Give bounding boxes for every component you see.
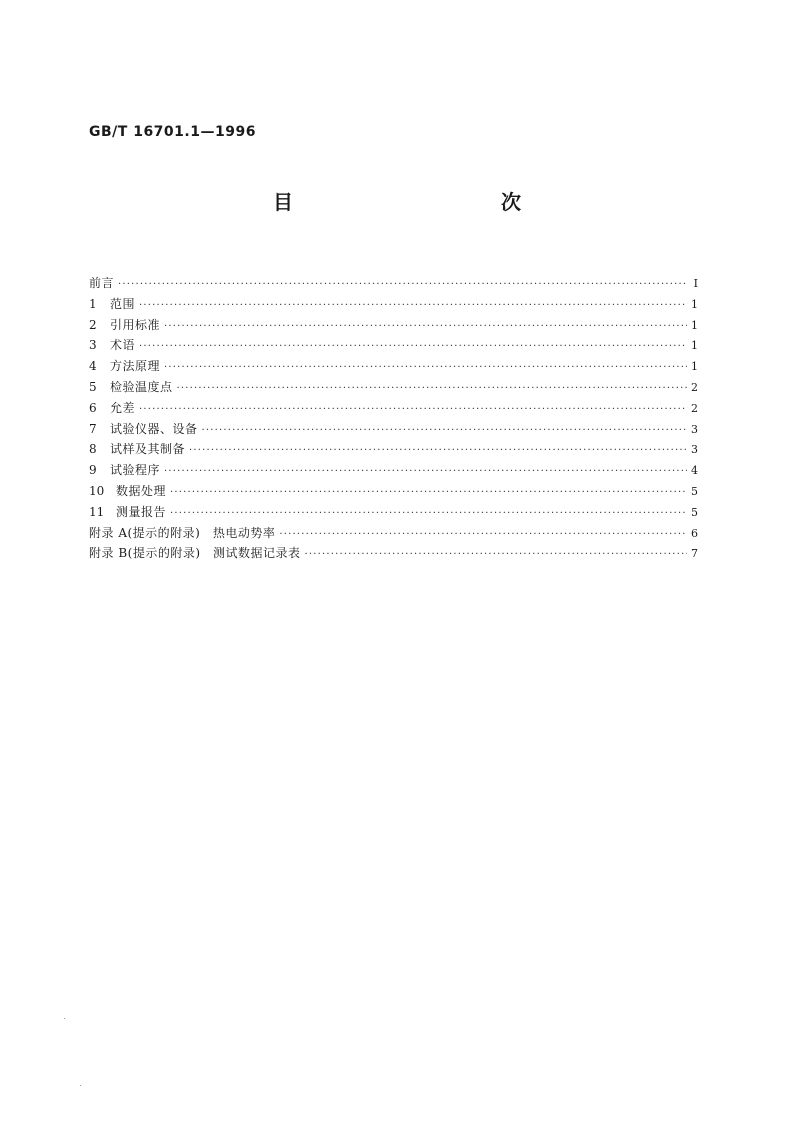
toc-entry-3[interactable] xyxy=(89,335,698,356)
page-title: 目 次 xyxy=(273,190,577,214)
toc-entry-label: 允差 xyxy=(110,400,136,415)
toc-entry-label: 试样及其制备 xyxy=(110,442,186,457)
toc-entry-1[interactable] xyxy=(89,294,698,315)
toc-entry-label: 测量报告 xyxy=(116,504,167,519)
toc-leader-dots xyxy=(202,421,687,442)
toc-entry-label: 引用标准 xyxy=(110,317,161,332)
toc-entry-number: 7 xyxy=(89,421,97,436)
toc-leader-dots xyxy=(279,525,687,546)
toc-leader-dots xyxy=(170,483,687,504)
toc-entry-9[interactable] xyxy=(89,460,698,481)
toc-entry-label: 范围 xyxy=(110,296,136,311)
toc-leader-dots xyxy=(177,379,687,400)
toc-page-number: 5 xyxy=(691,505,698,519)
toc-leader-dots xyxy=(170,504,687,525)
standard-code: GB/T 16701.1—1996 xyxy=(89,124,256,140)
toc-entry-label: 附录 A(提示的附录) 热电动势率 xyxy=(89,525,276,540)
toc-leader-dots xyxy=(139,337,687,358)
toc-entry-5[interactable] xyxy=(89,377,698,398)
toc-page-number: 4 xyxy=(691,464,698,478)
toc-entry-label: 数据处理 xyxy=(116,483,167,498)
toc-entry-label: 检验温度点 xyxy=(110,379,173,394)
toc-page-number: 1 xyxy=(691,318,698,332)
toc-entry-2[interactable] xyxy=(89,315,698,336)
toc-entry-appendix-a[interactable] xyxy=(89,523,698,544)
toc-page-number: I xyxy=(693,277,698,290)
toc-page-number: 2 xyxy=(691,380,698,394)
toc-entry-number: 5 xyxy=(89,379,97,394)
toc-entry-appendix-b[interactable] xyxy=(89,543,698,564)
toc-entry-number: 3 xyxy=(89,338,97,353)
toc-entry-number: 2 xyxy=(89,317,97,332)
toc-leader-dots xyxy=(139,296,687,317)
toc-entry-number: 9 xyxy=(89,463,97,478)
toc-leader-dots xyxy=(305,545,688,566)
toc-entry-label: 前言 xyxy=(89,276,115,290)
toc-entry-label: 术语 xyxy=(110,338,136,353)
toc-leader-dots xyxy=(139,400,687,421)
toc-page-number: 1 xyxy=(691,297,698,311)
toc-entry-number: 10 xyxy=(89,483,105,498)
scan-speck xyxy=(80,1085,81,1086)
toc-entry-8[interactable] xyxy=(89,439,698,460)
scan-speck xyxy=(64,1018,65,1019)
toc-entry-preface[interactable] xyxy=(89,273,698,294)
toc-leader-dots xyxy=(164,317,687,338)
toc-page-number: 1 xyxy=(691,339,698,353)
toc-page-number: 5 xyxy=(691,484,698,498)
toc-entry-10[interactable] xyxy=(89,481,698,502)
toc-entry-label: 试验仪器、设备 xyxy=(110,421,198,436)
toc-page-number: 7 xyxy=(691,547,698,561)
toc-entry-7[interactable] xyxy=(89,419,698,440)
toc-leader-dots xyxy=(164,358,687,379)
toc-entry-label: 试验程序 xyxy=(110,463,161,478)
toc-page-number: 1 xyxy=(691,360,698,374)
toc-entry-number: 4 xyxy=(89,359,97,374)
toc-page-number: 6 xyxy=(691,526,698,540)
toc-leader-dots xyxy=(164,462,687,483)
toc-entry-number: 8 xyxy=(89,442,97,457)
table-of-contents xyxy=(89,273,698,564)
toc-leader-dots xyxy=(189,441,687,462)
toc-entry-label: 方法原理 xyxy=(110,359,161,374)
toc-leader-dots xyxy=(118,275,688,296)
toc-entry-6[interactable] xyxy=(89,398,698,419)
toc-entry-label: 附录 B(提示的附录) 测试数据记录表 xyxy=(89,546,301,561)
toc-entry-number: 6 xyxy=(89,400,97,415)
toc-entry-11[interactable] xyxy=(89,502,698,523)
toc-page-number: 2 xyxy=(691,401,698,415)
toc-page-number: 3 xyxy=(691,422,698,436)
toc-page-number: 3 xyxy=(691,443,698,457)
toc-entry-4[interactable] xyxy=(89,356,698,377)
toc-entry-number: 11 xyxy=(89,504,105,519)
toc-entry-number: 1 xyxy=(89,296,97,311)
